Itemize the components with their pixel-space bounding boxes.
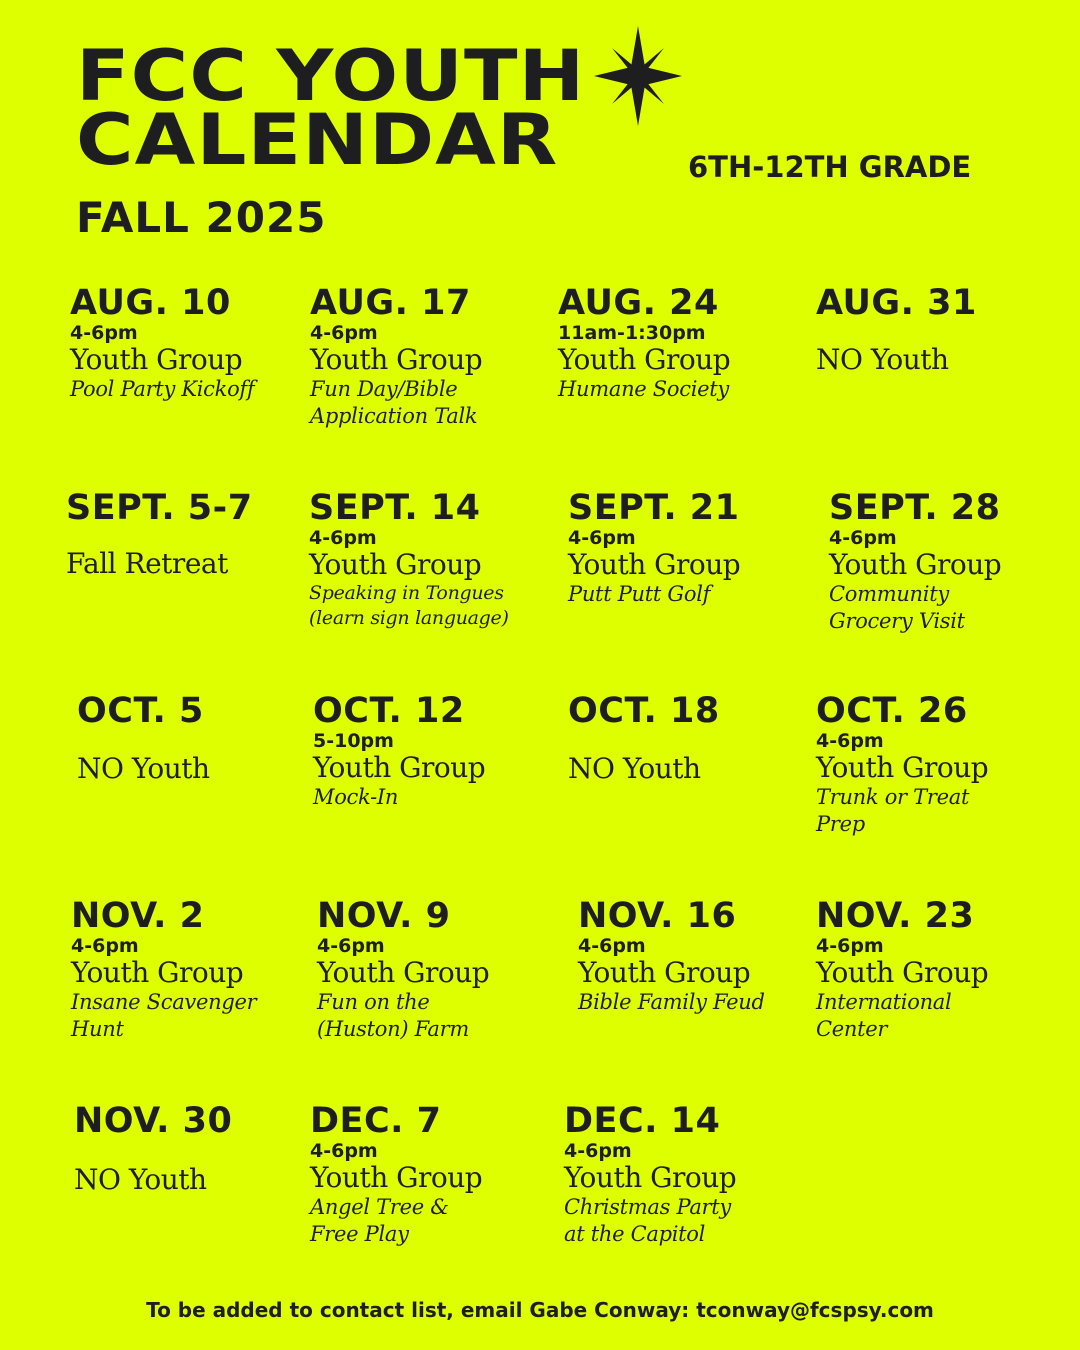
event-oct-5 <box>77 693 327 785</box>
event-sept-14 <box>309 490 559 631</box>
event-name: Youth Group <box>310 343 483 376</box>
event-name: Youth Group <box>310 1161 483 1194</box>
event-dec-14 <box>564 1103 814 1248</box>
event-oct-26 <box>816 693 1066 838</box>
event-date: NOV. 9 <box>317 896 451 936</box>
event-name: Youth Group <box>309 548 482 581</box>
title-line-2: CALENDAR <box>76 99 559 181</box>
season-label: FALL 2025 <box>76 193 327 242</box>
event-name: Youth Group <box>71 956 244 989</box>
event-date: SEPT. 14 <box>309 488 481 528</box>
event-date: SEPT. 5-7 <box>66 488 253 528</box>
event-description: Fun Day/Bible Application Talk <box>310 377 478 428</box>
page-title <box>76 35 586 181</box>
contact-footer: To be added to contact list, email Gabe Conway: tconway@fcspsy.com <box>146 1298 934 1322</box>
event-nov-2 <box>71 898 321 1043</box>
event-date: AUG. 31 <box>816 283 977 323</box>
event-sept-28 <box>829 490 1079 635</box>
event-description: Bible Family Feud <box>578 990 765 1014</box>
event-nov-16 <box>578 898 828 1016</box>
event-time: 4-6pm <box>310 322 378 344</box>
event-time: 11am-1:30pm <box>558 322 706 344</box>
event-date: NOV. 23 <box>816 896 975 936</box>
event-aug-17 <box>310 285 560 430</box>
event-oct-18 <box>568 693 818 785</box>
event-name: Youth Group <box>313 751 486 784</box>
event-description: Putt Putt Golf <box>568 582 711 606</box>
event-name: NO Youth <box>568 752 701 785</box>
event-dec-7 <box>310 1103 560 1248</box>
event-aug-24 <box>558 285 808 403</box>
event-name: Youth Group <box>578 956 751 989</box>
event-oct-12 <box>313 693 563 811</box>
event-date: OCT. 5 <box>77 691 204 731</box>
event-name: Youth Group <box>564 1161 737 1194</box>
event-name: Fall Retreat <box>66 547 228 580</box>
event-description: Christmas Party at the Capitol <box>564 1195 731 1246</box>
event-description: Mock-In <box>313 785 399 809</box>
event-nov-9 <box>317 898 567 1043</box>
event-name: NO Youth <box>77 752 210 785</box>
event-description: Pool Party Kickoff <box>70 377 255 401</box>
event-sept-21 <box>568 490 818 608</box>
event-date: NOV. 16 <box>578 896 737 936</box>
event-description: Trunk or Treat Prep <box>816 785 970 836</box>
event-time: 4-6pm <box>564 1140 632 1162</box>
event-sept-5-7 <box>66 490 316 580</box>
event-name: Youth Group <box>816 956 989 989</box>
event-time: 4-6pm <box>309 527 377 549</box>
event-name: NO Youth <box>74 1163 207 1196</box>
event-description: Fun on the (Huston) Farm <box>317 990 470 1041</box>
event-description: Speaking in Tongues (learn sign language) <box>309 582 509 629</box>
event-time: 4-6pm <box>816 730 884 752</box>
four-point-star-icon <box>594 26 682 126</box>
event-date: SEPT. 28 <box>829 488 1001 528</box>
grade-range: 6TH-12TH GRADE <box>688 150 972 184</box>
event-time: 4-6pm <box>317 935 385 957</box>
event-description: Insane Scavenger Hunt <box>71 990 257 1041</box>
event-date: DEC. 7 <box>310 1101 442 1141</box>
event-time: 4-6pm <box>816 935 884 957</box>
event-description: Community Grocery Visit <box>829 582 965 633</box>
event-aug-10 <box>70 285 320 403</box>
event-date: AUG. 24 <box>558 283 719 323</box>
event-name: Youth Group <box>568 548 741 581</box>
event-name: Youth Group <box>70 343 243 376</box>
event-time: 4-6pm <box>568 527 636 549</box>
event-time: 4-6pm <box>70 322 138 344</box>
event-description: Humane Society <box>558 377 729 401</box>
event-name: Youth Group <box>558 343 731 376</box>
event-date: AUG. 10 <box>70 283 231 323</box>
event-name: NO Youth <box>816 343 949 376</box>
event-date: DEC. 14 <box>564 1101 721 1141</box>
title-line-1: FCC YOUTH <box>76 35 586 117</box>
event-time: 4-6pm <box>829 527 897 549</box>
event-name: Youth Group <box>829 548 1002 581</box>
event-nov-30 <box>74 1103 324 1196</box>
event-time: 5-10pm <box>313 730 394 752</box>
event-nov-23 <box>816 898 1066 1043</box>
event-time: 4-6pm <box>578 935 646 957</box>
event-date: SEPT. 21 <box>568 488 740 528</box>
event-date: OCT. 26 <box>816 691 968 731</box>
event-time: 4-6pm <box>310 1140 378 1162</box>
event-name: Youth Group <box>317 956 490 989</box>
event-description: International Center <box>816 990 952 1041</box>
event-date: AUG. 17 <box>310 283 471 323</box>
event-description: Angel Tree & Free Play <box>310 1195 449 1246</box>
event-time: 4-6pm <box>71 935 139 957</box>
event-date: NOV. 2 <box>71 896 205 936</box>
event-date: OCT. 12 <box>313 691 465 731</box>
event-date: NOV. 30 <box>74 1101 233 1141</box>
event-date: OCT. 18 <box>568 691 720 731</box>
event-name: Youth Group <box>816 751 989 784</box>
event-aug-31 <box>816 285 1066 376</box>
